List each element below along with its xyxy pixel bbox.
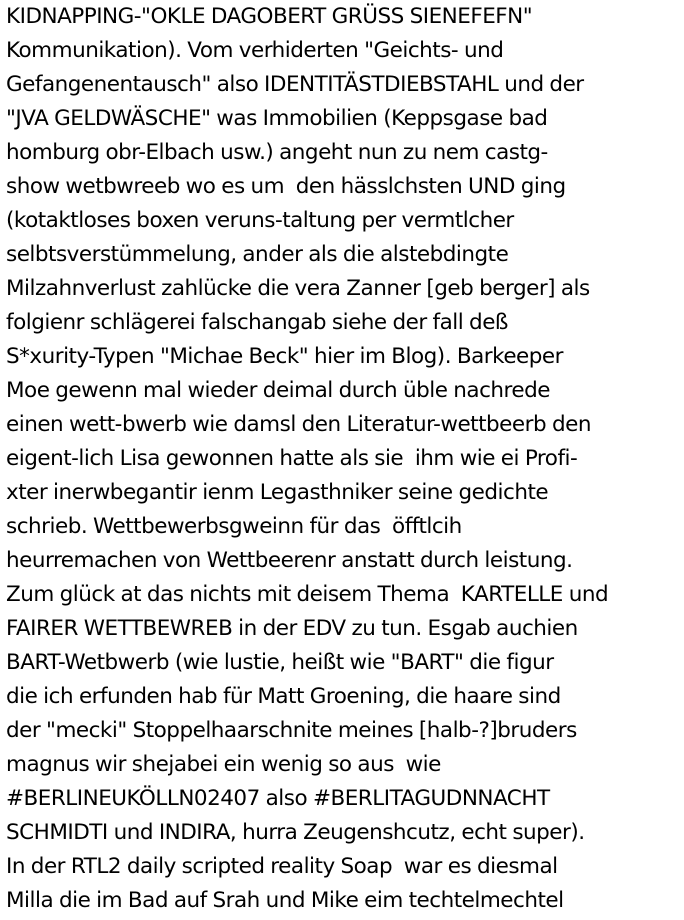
text-line: show wetbwreeb wo es um den hässlchsten UND ging — [6, 174, 566, 199]
text-line: FAIRER WETTBEWREB in der EDV zu tun. Esgab auchien — [6, 616, 578, 641]
text-line: der "mecki" Stoppelhaarschnite meines [halb-?]bruders — [6, 718, 577, 743]
text-line: SCHMIDTI und INDIRA, hurra Zeugenshcutz, echt super). — [6, 820, 585, 845]
text-line: homburg obr-Elbach usw.) angeht nun zu nem castg- — [6, 140, 548, 165]
text-line: eigent-lich Lisa gewonnen hatte als sie ihm wie ei Profi- — [6, 446, 578, 471]
text-line: Zum glück at das nichts mit deisem Thema KARTELLE und — [6, 582, 609, 607]
text-line: "JVA GELDWÄSCHE" was Immobilien (Keppsgase bad — [6, 106, 548, 131]
text-line: magnus wir shejabei ein wenig so aus wie — [6, 752, 441, 777]
text-line: Moe gewenn mal wieder deimal durch üble nachrede — [6, 378, 551, 403]
text-line: selbtsverstümmelung, ander als die alstebdingte — [6, 242, 509, 267]
text-line: (kotaktloses boxen veruns-taltung per vermtlcher — [6, 208, 514, 233]
text-line: Gefangenentausch" also IDENTITÄSTDIEBSTAHL und der — [6, 72, 584, 97]
text-line: S*xurity-Typen "Michae Beck" hier im Blog). Barkeeper — [6, 344, 563, 369]
text-line: Kommunikation). Vom verhiderten "Geichts- und — [6, 38, 504, 63]
text-line: einen wett-bwerb wie damsl den Literatur-wettbeerb den — [6, 412, 591, 437]
text-line: Milzahnverlust zahlücke die vera Zanner [geb berger] als — [6, 276, 590, 301]
text-line: xter inerwbegantir ienm Legasthniker seine gedichte — [6, 480, 549, 505]
text-line: heurremachen von Wettbeerenr anstatt durch leistung. — [6, 548, 573, 573]
text-line: In der RTL2 daily scripted reality Soap war es diesmal — [6, 854, 558, 879]
text-line: KIDNAPPING-"OKLE DAGOBERT GRÜSS SIENEFEFN" — [6, 4, 533, 29]
text-line: #BERLINEUKÖLLN02407 also #BERLITAGUDNNACHT — [6, 786, 550, 811]
text-line: BART-Wetbwerb (wie lustie, heißt wie "BART" die figur — [6, 650, 554, 675]
text-line: Milla die im Bad auf Srah und Mike eim techtelmechtel — [6, 888, 564, 913]
text-line: folgienr schlägerei falschangab siehe der fall deß — [6, 310, 508, 335]
text-line: die ich erfunden hab für Matt Groening, die haare sind — [6, 684, 561, 709]
text-line: schrieb. Wettbewerbsgweinn für das öfftlcih — [6, 514, 462, 539]
